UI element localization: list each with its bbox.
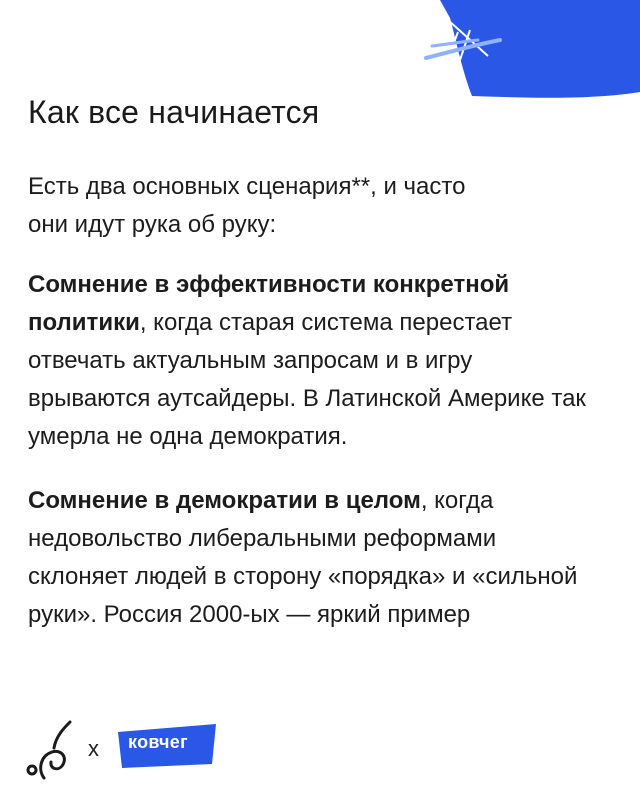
kovcheg-label: ковчег xyxy=(128,732,188,752)
page-title: Как все начинается xyxy=(28,94,320,130)
scenario-1-heading: Сомнение в эффективности конкретной политики xyxy=(28,271,510,336)
intro-line-1: Есть два основных сценария**, и часто xyxy=(28,173,466,200)
logo-separator: x xyxy=(88,736,99,761)
brush-decoration xyxy=(0,0,640,100)
scenario-1-text: , когда старая система перестает отвечать актуальным запросам и в игру врываются аутсайдеры. В Латинской Америке так умерла не одна демократия. xyxy=(28,309,586,450)
scenario-1-paragraph xyxy=(28,266,598,456)
scenario-2-text: , когда недовольство либеральными реформами склоняет людей в сторону «порядка» и «сильной руки». Россия 2000-ых — яркий пример xyxy=(28,487,578,628)
footer-logos xyxy=(24,718,244,788)
partner-logo-icon xyxy=(24,718,84,788)
scenario-2-paragraph xyxy=(28,482,598,634)
intro-line-2: они идут рука об руку: xyxy=(28,211,277,238)
scenario-2-heading: Сомнение в демократии в целом xyxy=(28,487,421,514)
intro-paragraph xyxy=(28,168,598,244)
